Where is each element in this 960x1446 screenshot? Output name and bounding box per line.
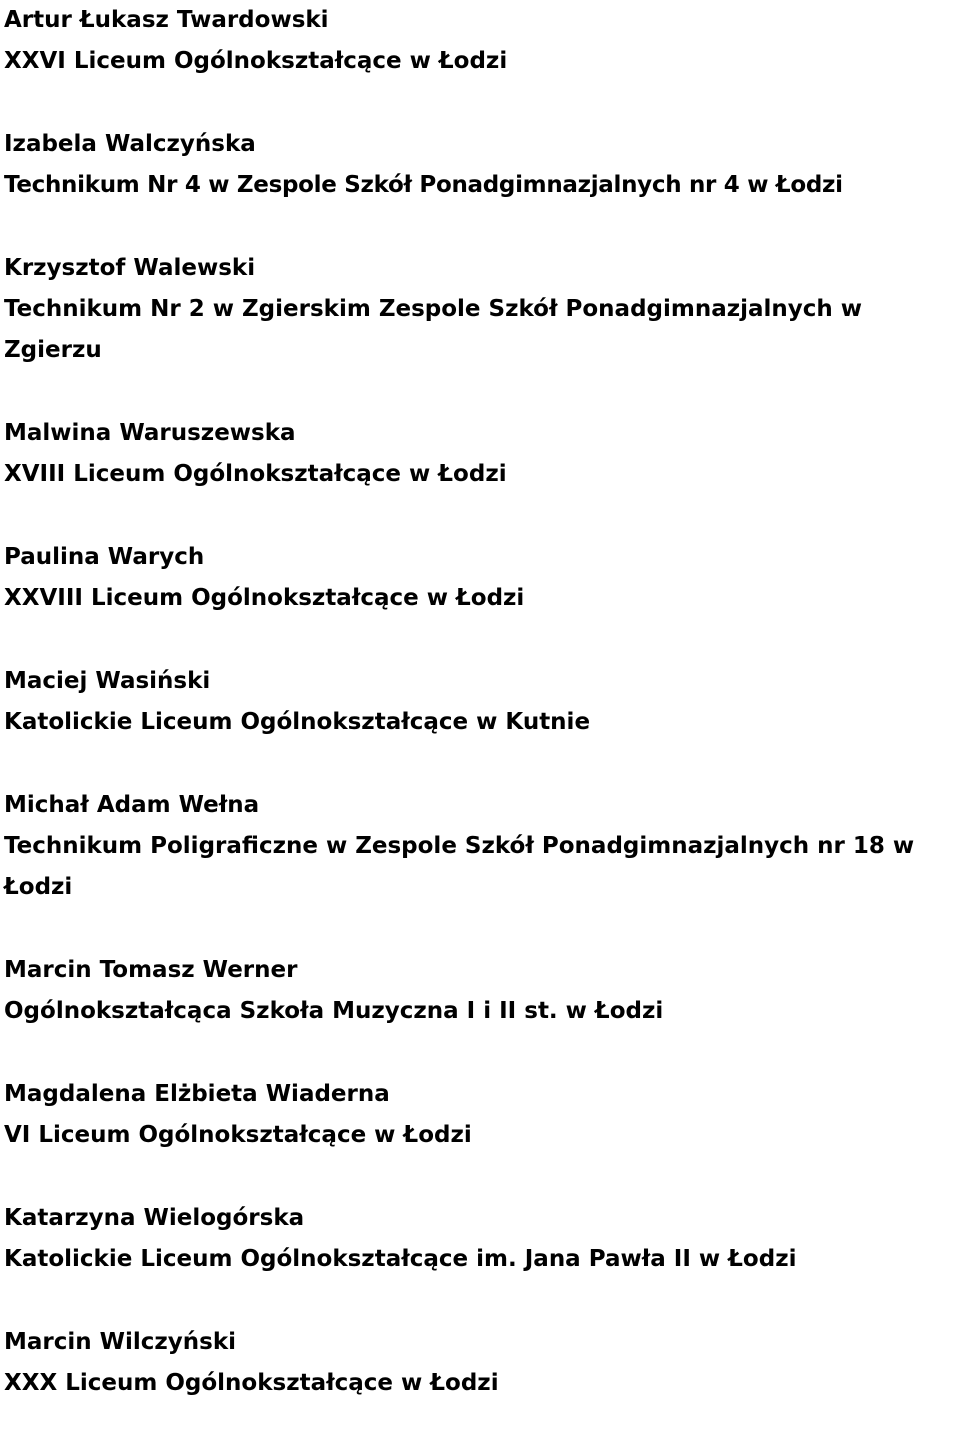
person-name: Krzysztof Walewski (4, 255, 256, 281)
person-name: Artur Łukasz Twardowski (4, 7, 329, 33)
person-name: Marcin Wilczyński (4, 1329, 237, 1355)
school-name: VI Liceum Ogólnokształcące w Łodzi (4, 1122, 472, 1148)
list-entry (4, 248, 956, 371)
person-name: Malwina Waruszewska (4, 420, 296, 446)
school-name: XXX Liceum Ogólnokształcące w Łodzi (4, 1370, 499, 1396)
list-entry (4, 413, 956, 495)
person-name: Paulina Warych (4, 544, 205, 570)
list-entry (4, 0, 956, 82)
winners-list (4, 0, 956, 1446)
school-name: Katolickie Liceum Ogólnokształcące im. Jana Pawła II w Łodzi (4, 1246, 797, 1272)
person-name: Maciej Wasiński (4, 668, 211, 694)
list-entry (4, 1198, 956, 1280)
list-entry (4, 1322, 956, 1404)
school-name: XVIII Liceum Ogólnokształcące w Łodzi (4, 461, 507, 487)
list-entry (4, 124, 956, 206)
person-name: Izabela Walczyńska (4, 131, 256, 157)
school-name: XXVIII Liceum Ogólnokształcące w Łodzi (4, 585, 525, 611)
person-name: Michał Adam Wełna (4, 792, 260, 818)
list-entry (4, 537, 956, 619)
school-name: Technikum Nr 4 w Zespole Szkół Ponadgimnazjalnych nr 4 w Łodzi (4, 172, 843, 198)
school-name: Ogólnokształcąca Szkoła Muzyczna I i II st. w Łodzi (4, 998, 664, 1024)
list-entry (4, 950, 956, 1032)
list-entry (4, 1074, 956, 1156)
school-name: Katolickie Liceum Ogólnokształcące w Kutnie (4, 709, 591, 735)
person-name: Magdalena Elżbieta Wiaderna (4, 1081, 390, 1107)
school-name: Technikum Poligraficzne w Zespole Szkół Ponadgimnazjalnych nr 18 w Łodzi (4, 833, 915, 900)
school-name: XXVI Liceum Ogólnokształcące w Łodzi (4, 48, 508, 74)
person-name: Marcin Tomasz Werner (4, 957, 298, 983)
list-entry (4, 785, 956, 908)
person-name: Katarzyna Wielogórska (4, 1205, 305, 1231)
list-entry (4, 661, 956, 743)
school-name: Technikum Nr 2 w Zgierskim Zespole Szkół Ponadgimnazjalnych w Zgierzu (4, 296, 863, 363)
